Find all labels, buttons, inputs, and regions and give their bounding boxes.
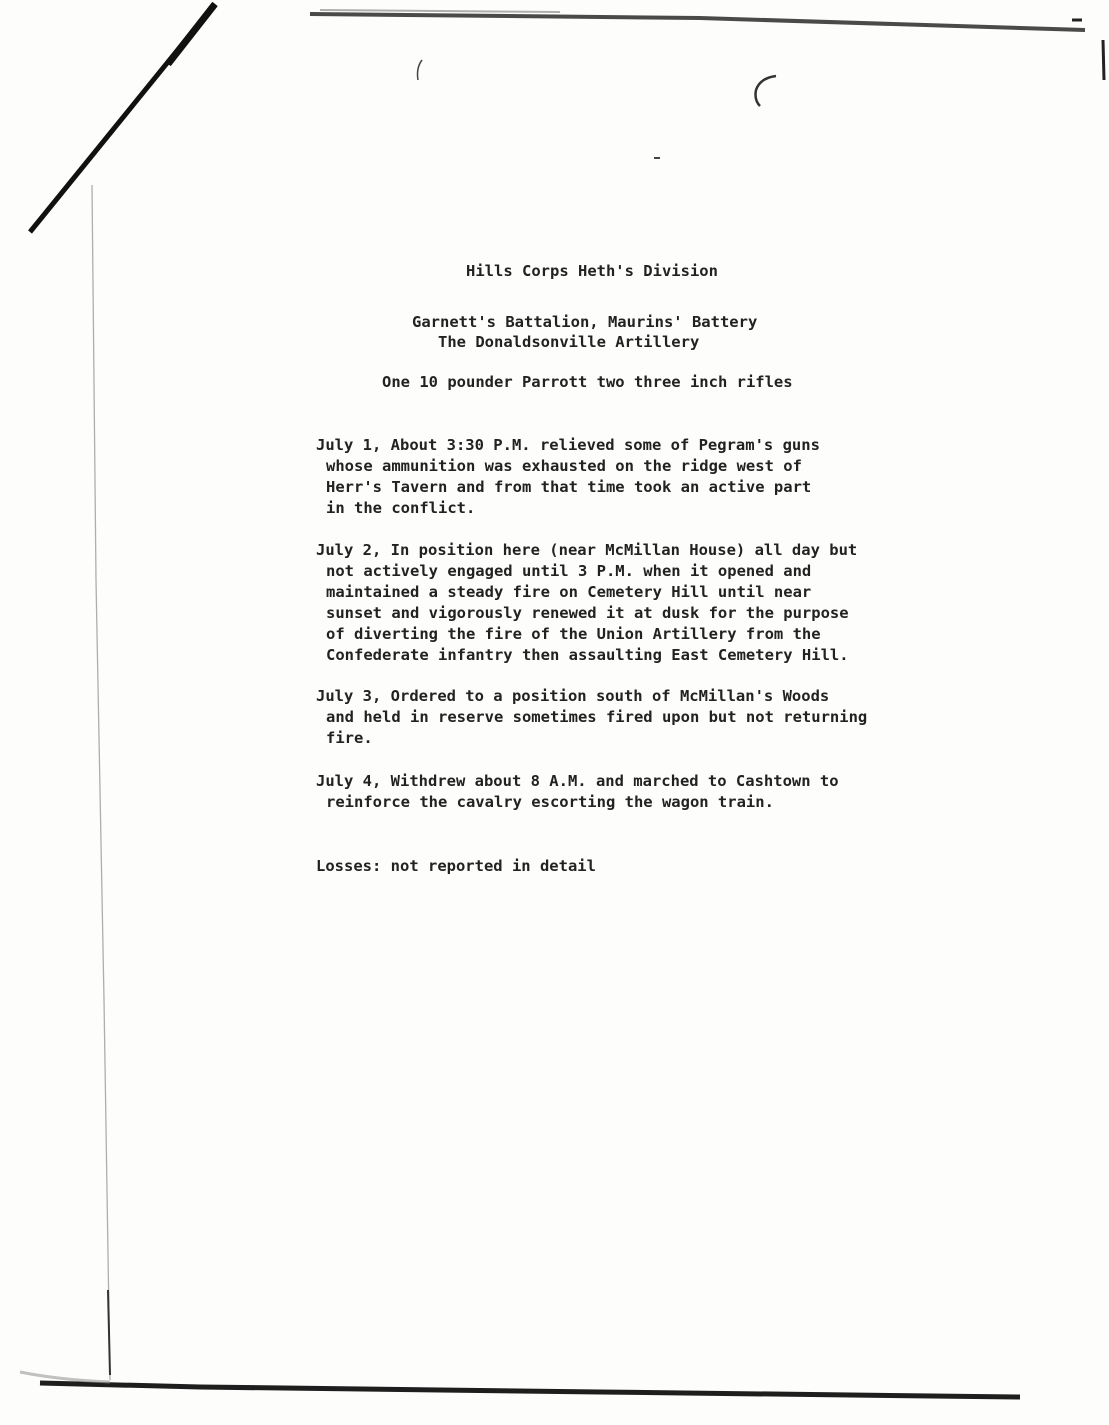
entry-line: fire. [326, 729, 373, 747]
corner-fold-line [30, 4, 215, 232]
entry-line: of diverting the fire of the Union Artillery from the [326, 625, 821, 643]
entry-line: Confederate infantry then assaulting East Cemetery Hill. [326, 646, 849, 664]
entry-line: Herr's Tavern and from that time took an active part [326, 478, 812, 496]
entry-line: July 2, In position here (near McMillan House) all day but [316, 541, 858, 559]
entry-line: reinforce the cavalry escorting the wagon train. [326, 793, 774, 811]
entry-july-2 [316, 540, 956, 666]
heading-armament: One 10 pounder Parrott two three inch rifles [382, 373, 793, 391]
entry-line: July 3, Ordered to a position south of McMillan's Woods [316, 687, 830, 705]
left-margin-line [92, 185, 110, 1380]
top-edge-shadow [310, 14, 1085, 30]
heading-unit-name: The Donaldsonville Artillery [438, 333, 700, 351]
right-edge-mark [1103, 40, 1104, 80]
entry-line: July 4, Withdrew about 8 A.M. and marched to Cashtown to [316, 772, 839, 790]
entry-line: maintained a steady fire on Cemetery Hill until near [326, 583, 812, 601]
heading-battalion-battery: Garnett's Battalion, Maurins' Battery [412, 313, 758, 331]
bottom-edge-shadow [40, 1383, 1020, 1397]
losses-line: Losses: not reported in detail [316, 857, 596, 875]
entry-july-4 [316, 771, 956, 813]
entry-line: not actively engaged until 3 P.M. when it opened and [326, 562, 812, 580]
entry-line: sunset and vigorously renewed it at dusk for the purpose [326, 604, 849, 622]
entry-july-1 [316, 435, 956, 519]
entry-line: July 1, About 3:30 P.M. relieved some of Pegram's guns [316, 436, 820, 454]
entry-july-3 [316, 686, 956, 749]
entry-line: whose ammunition was exhausted on the ridge west of [326, 457, 802, 475]
entry-line: in the conflict. [326, 499, 476, 517]
heading-corps-division: Hills Corps Heth's Division [466, 262, 718, 280]
entry-line: and held in reserve sometimes fired upon but not returning [326, 708, 868, 726]
